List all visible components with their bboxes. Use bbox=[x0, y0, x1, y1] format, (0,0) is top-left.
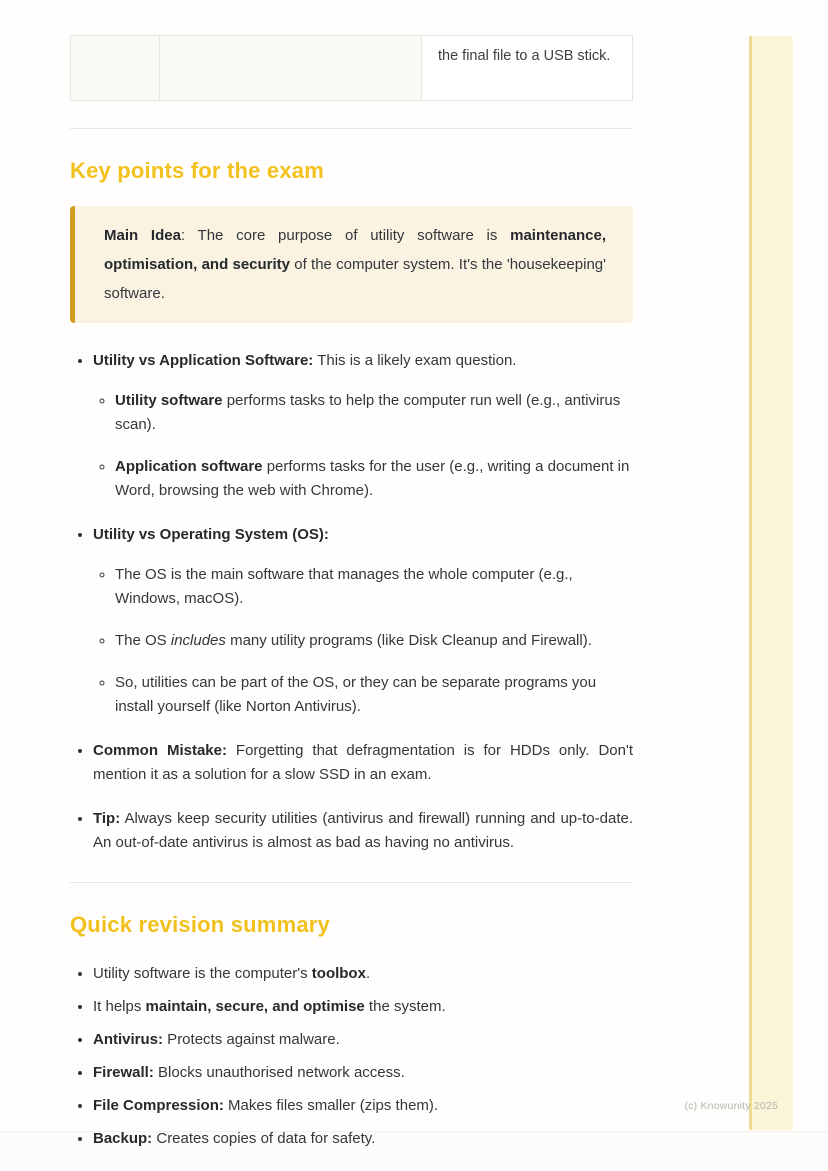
list-item-text bbox=[115, 389, 633, 437]
text: So, utilities can be part of the OS, or they can be separate programs you install yourself (like Norton Antivirus). bbox=[115, 674, 597, 715]
list-item bbox=[93, 523, 633, 719]
list-item bbox=[93, 349, 633, 503]
bold-text: Utility vs Application Software: bbox=[93, 352, 314, 369]
key-points-list bbox=[70, 349, 633, 855]
list-item-text bbox=[93, 1061, 633, 1085]
text: of the computer system. It's the 'housekeeping' software. bbox=[104, 256, 606, 302]
list-item-text bbox=[93, 1127, 633, 1151]
list-item bbox=[93, 962, 633, 986]
bold-text: Antivirus: bbox=[93, 1031, 164, 1048]
bold-text: File Compression: bbox=[93, 1097, 224, 1114]
key-points-heading: Key points for the exam bbox=[70, 158, 324, 183]
bold-text: Application software bbox=[115, 458, 263, 475]
quick-revision-heading: Quick revision summary bbox=[70, 912, 330, 937]
bold-text: Utility software bbox=[115, 392, 223, 409]
list-item bbox=[93, 807, 633, 855]
bold-text: Firewall: bbox=[93, 1064, 154, 1081]
list-item-text bbox=[93, 349, 633, 373]
sub-list-item bbox=[115, 455, 633, 503]
text: Always keep security utilities (antivirus and firewall) running and up-to-date. An out-of-date antivirus is almost as bad as having no antivirus. bbox=[93, 810, 633, 851]
bold-text: Tip: bbox=[93, 810, 121, 827]
text: It helps bbox=[93, 998, 146, 1015]
list-item bbox=[93, 1127, 633, 1151]
list-item-text bbox=[93, 807, 633, 855]
bold-text: maintain, secure, and optimise bbox=[145, 998, 365, 1015]
sub-list-item bbox=[115, 563, 633, 611]
section-divider bbox=[70, 882, 633, 883]
sub-list bbox=[93, 389, 633, 503]
table-cell-empty-2 bbox=[159, 35, 421, 101]
sub-list-item bbox=[115, 671, 633, 719]
sub-list-item bbox=[115, 629, 633, 653]
text: . bbox=[365, 965, 371, 982]
list-item-text bbox=[115, 629, 633, 653]
list-item bbox=[93, 1094, 633, 1118]
page-edge-strip bbox=[749, 36, 793, 1130]
sub-list-item bbox=[115, 389, 633, 437]
text: Utility software is the computer's bbox=[93, 965, 312, 982]
text: The OS bbox=[115, 632, 171, 649]
list-item-text bbox=[115, 563, 633, 611]
text: : The core purpose of utility software is bbox=[180, 227, 511, 244]
list-item-text bbox=[93, 1094, 633, 1118]
main-idea-callout bbox=[70, 206, 633, 323]
bold-text: Main Idea bbox=[104, 227, 181, 244]
text: The OS is the main software that manages the whole computer (e.g., Windows, macOS). bbox=[115, 566, 573, 607]
table-cell-empty-1 bbox=[70, 35, 159, 101]
list-item-text bbox=[93, 995, 633, 1019]
bold-text: Utility vs Operating System (OS): bbox=[93, 526, 329, 543]
text: Makes files smaller (zips them). bbox=[223, 1097, 439, 1114]
list-item bbox=[93, 1061, 633, 1085]
bold-text: maintenance, optimisation, and security bbox=[104, 227, 606, 273]
copyright-watermark: (c) Knowunity 2025 bbox=[684, 1100, 778, 1112]
list-item-text bbox=[115, 671, 633, 719]
list-item-text bbox=[115, 455, 633, 503]
list-item bbox=[93, 739, 633, 787]
bold-text: Backup: bbox=[93, 1130, 153, 1147]
text: This is a likely exam question. bbox=[313, 352, 517, 369]
bold-text: toolbox bbox=[311, 965, 366, 982]
document-content bbox=[70, 0, 633, 1160]
text: Creates copies of data for safety. bbox=[152, 1130, 376, 1147]
list-item-text bbox=[93, 962, 633, 986]
list-item bbox=[93, 995, 633, 1019]
sub-list bbox=[93, 563, 633, 719]
text: Protects against malware. bbox=[163, 1031, 340, 1048]
list-item bbox=[93, 1028, 633, 1052]
text: performs tasks for the user (e.g., writing a document in Word, browsing the web with Chrome). bbox=[115, 458, 630, 499]
bold-text: Common Mistake: bbox=[93, 742, 227, 759]
list-item-text bbox=[93, 739, 633, 787]
section-divider bbox=[70, 128, 633, 129]
text: Blocks unauthorised network access. bbox=[153, 1064, 405, 1081]
text: the system. bbox=[364, 998, 446, 1015]
quick-revision-list bbox=[70, 962, 633, 1151]
text: performs tasks to help the computer run well (e.g., antivirus scan). bbox=[115, 392, 621, 433]
text: many utility programs (like Disk Cleanup and Firewall). bbox=[225, 632, 592, 649]
text: Forgetting that defragmentation is for HDDs only. Don't mention it as a solution for a slow SSD in an exam. bbox=[93, 742, 633, 783]
list-item-text bbox=[93, 1028, 633, 1052]
table-continuation-fragment bbox=[70, 35, 633, 101]
italic-text: includes bbox=[170, 632, 226, 649]
list-item-text bbox=[93, 523, 633, 547]
table-cell-text: the final file to a USB stick. bbox=[421, 35, 633, 101]
